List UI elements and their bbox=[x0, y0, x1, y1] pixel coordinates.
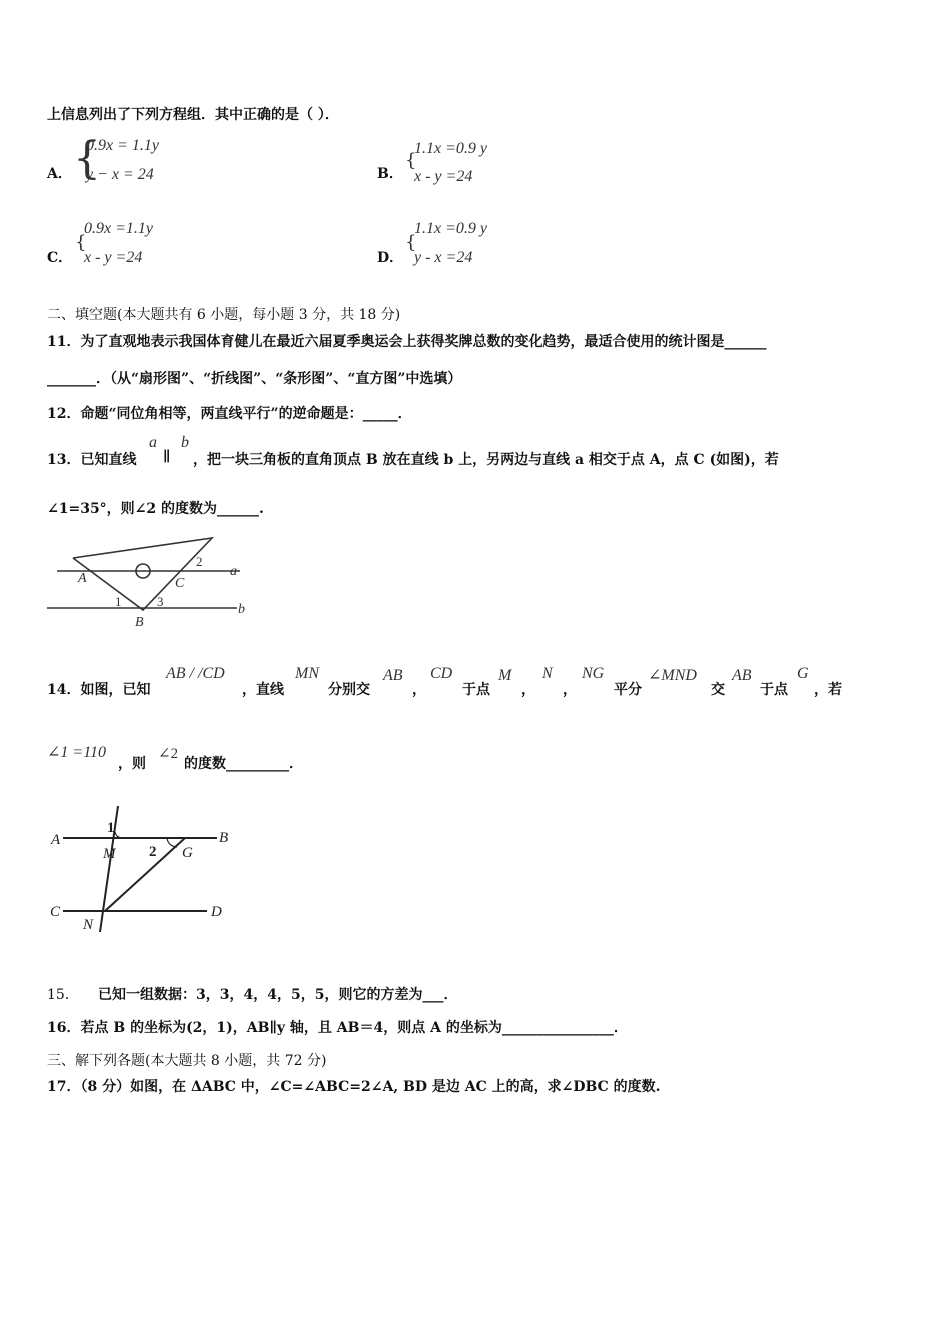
text-fragment: 分别交 bbox=[328, 682, 370, 698]
figure-14 bbox=[45, 802, 245, 937]
label-a: a bbox=[230, 564, 237, 579]
label-A: A bbox=[78, 571, 87, 586]
option-label: D． bbox=[377, 250, 404, 266]
label-N: N bbox=[83, 917, 94, 933]
math-ng: NG bbox=[582, 665, 605, 682]
option-label: C． bbox=[47, 250, 73, 266]
option-label: A． bbox=[47, 166, 72, 182]
math-a: a bbox=[149, 434, 157, 451]
brace-icon: { bbox=[405, 232, 417, 253]
label-C: C bbox=[175, 576, 185, 591]
math-angle-mnd: ∠MND bbox=[648, 667, 697, 684]
question-13-line2: ∠1=35°，则∠2 的度数为______. bbox=[47, 501, 264, 517]
label-3: 3 bbox=[157, 594, 164, 609]
equation-1: 0.9x = 1.1y bbox=[86, 137, 159, 154]
segment-ng bbox=[105, 838, 185, 911]
math-b: b bbox=[181, 434, 189, 451]
label-C: C bbox=[50, 904, 61, 920]
question-13-rest: ，把一块三角板的直角顶点 B 放在直线 b 上，另两边与直线 a 相交于点 A，点 C (如图)，若 bbox=[193, 452, 779, 468]
brace-icon: { bbox=[73, 133, 101, 184]
math-angle2: ∠2 bbox=[158, 746, 179, 762]
math-m: M bbox=[498, 667, 512, 684]
text-fragment: ，直线 bbox=[242, 682, 284, 698]
question-16: 16．若点 B 的坐标为(2，1)，AB∥y 轴，且 AB＝4，则点 A 的坐标为________________． bbox=[47, 1020, 628, 1036]
text-fragment: ， bbox=[563, 682, 577, 698]
math-ab: AB bbox=[383, 667, 403, 684]
brace-icon: { bbox=[75, 232, 87, 253]
option-label: B． bbox=[377, 166, 403, 182]
equation-2: y - x =24 bbox=[414, 249, 473, 266]
text-fragment: 交 bbox=[711, 682, 725, 698]
equation-1: 1.1x =0.9 y bbox=[414, 220, 487, 237]
equation-1: 0.9x =1.1y bbox=[84, 220, 153, 237]
question-11-line2: _______．（从“扇形图”、“折线图”、“条形图”、“直方图”中选填） bbox=[47, 371, 462, 387]
label-1: 1 bbox=[115, 594, 122, 609]
label-M: M bbox=[103, 846, 116, 862]
question-15: 已知一组数据：3，3，4，4，5，5，则它的方差为___． bbox=[98, 987, 458, 1003]
text-fragment: ， bbox=[521, 682, 535, 698]
label-b: b bbox=[238, 602, 245, 617]
question-11-line1: 11．为了直观地表示我国体育健儿在最近六届夏季奥运会上获得奖牌总数的变化趋势，最适合使用的统计图是______ bbox=[47, 334, 767, 350]
text-fragment: ， bbox=[412, 682, 426, 698]
equation-1: 1.1x =0.9 y bbox=[414, 140, 487, 157]
math-g: G bbox=[797, 665, 809, 682]
question-17: 17．（8 分）如图，在 ΔABC 中，∠C=∠ABC=2∠A, BD 是边 AC 上的高，求∠DBC 的度数. bbox=[47, 1079, 661, 1095]
text-fragment: 于点 bbox=[760, 682, 788, 698]
question-15-number: 15． bbox=[47, 987, 79, 1003]
math-ab-2: AB bbox=[732, 667, 752, 684]
math-angle1: ∠1 =110 bbox=[47, 744, 107, 761]
brace-icon: { bbox=[405, 150, 417, 171]
label-D: D bbox=[211, 904, 222, 920]
equation-2: x - y =24 bbox=[84, 249, 143, 266]
text-fragment: 的度数_________． bbox=[184, 756, 303, 772]
label-2: 2 bbox=[149, 844, 157, 860]
label-1: 1 bbox=[107, 820, 115, 836]
question-14-prefix: 14．如图，已知 bbox=[47, 682, 151, 698]
label-G: G bbox=[182, 845, 193, 861]
section-title: 三、解下列各题(本大题共 8 小题，共 72 分) bbox=[47, 1053, 327, 1069]
math-mn: MN bbox=[295, 665, 319, 682]
figure-13 bbox=[45, 530, 260, 630]
equation-2: y − x = 24 bbox=[86, 166, 154, 183]
label-B: B bbox=[135, 615, 144, 630]
question-12: 12．命题“同位角相等，两直线平行”的逆命题是：_____． bbox=[47, 406, 412, 422]
question-10-stem: 上信息列出了下列方程组．其中正确的是（ ）． bbox=[47, 107, 339, 123]
math-cd: CD bbox=[430, 665, 453, 682]
triangle bbox=[73, 538, 212, 610]
label-2: 2 bbox=[196, 554, 203, 569]
section-title: 二、填空题(本大题共有 6 小题，每小题 3 分，共 18 分) bbox=[47, 307, 401, 323]
text-fragment: ，则 bbox=[118, 756, 146, 772]
math-ab-parallel-cd: AB / /CD bbox=[166, 665, 225, 682]
text-fragment: 于点 bbox=[462, 682, 490, 698]
question-13-prefix: 13．已知直线 bbox=[47, 452, 137, 468]
equation-2: x - y =24 bbox=[414, 168, 473, 185]
text-fragment: 平分 bbox=[614, 682, 642, 698]
text-fragment: ，若 bbox=[814, 682, 842, 698]
label-A: A bbox=[51, 832, 61, 848]
math-n: N bbox=[542, 665, 553, 682]
label-B: B bbox=[219, 830, 229, 846]
parallel-symbol: ∥ bbox=[163, 449, 171, 465]
